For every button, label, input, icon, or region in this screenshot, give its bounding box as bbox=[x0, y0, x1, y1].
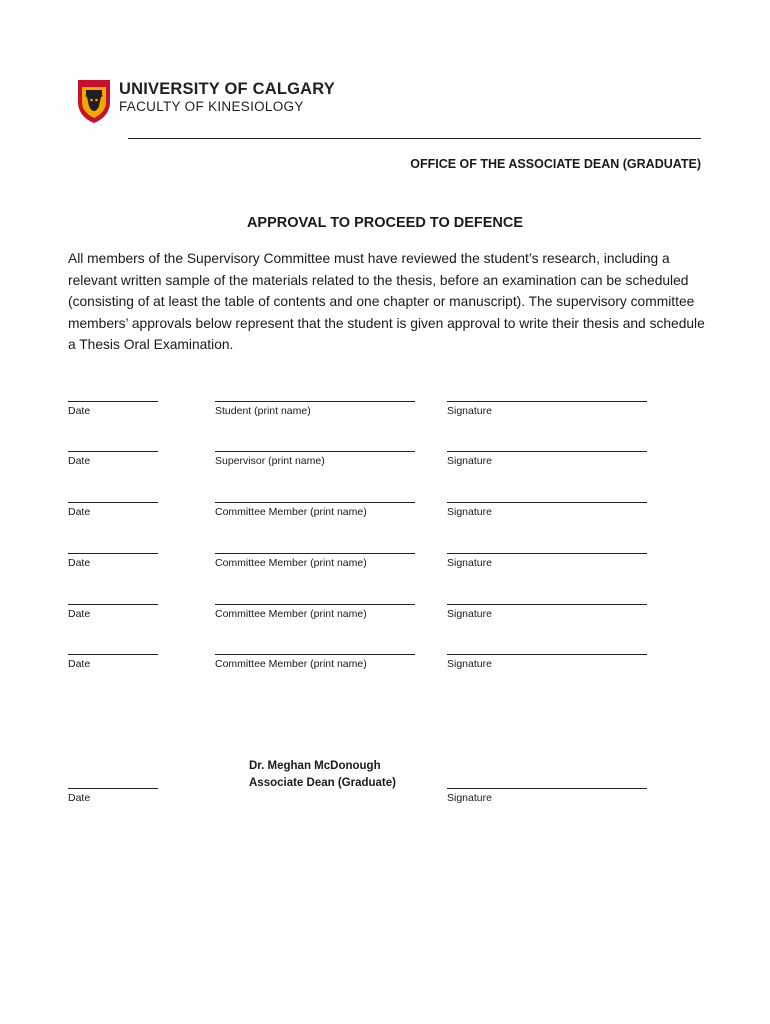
signature-row-committee-4 bbox=[0, 642, 770, 672]
print-name-line bbox=[215, 389, 415, 402]
date-line bbox=[68, 592, 158, 605]
signature-field[interactable] bbox=[447, 439, 647, 467]
date-field[interactable] bbox=[68, 541, 158, 569]
print-name-field[interactable] bbox=[215, 439, 415, 467]
signature-row-committee-2 bbox=[0, 541, 770, 571]
print-name-label: Supervisor (print name) bbox=[215, 455, 325, 467]
date-label: Date bbox=[68, 455, 91, 467]
intro-paragraph: All members of the Supervisory Committee must have reviewed the student’s research, including a relevant written sample of the materials related to the thesis, before an examination can be scheduled (consisting of at least the table of contents and one chapter or manuscript). The supervisory committee members’ approvals below represent that the student is given approval to write their thesis and schedule a Thesis Oral Examination. bbox=[68, 251, 705, 352]
date-field[interactable] bbox=[68, 642, 158, 670]
signature-field[interactable] bbox=[447, 776, 647, 804]
date-line bbox=[68, 490, 158, 503]
header-divider bbox=[128, 138, 701, 139]
print-name-field[interactable] bbox=[215, 389, 415, 417]
date-field[interactable] bbox=[68, 389, 158, 417]
print-name-line bbox=[215, 642, 415, 655]
signature-label: Signature bbox=[447, 455, 492, 467]
print-name-label: Committee Member (print name) bbox=[215, 557, 367, 569]
print-name-field[interactable] bbox=[215, 592, 415, 620]
signature-label: Signature bbox=[447, 506, 492, 518]
document-title: APPROVAL TO PROCEED TO DEFENCE bbox=[246, 215, 524, 231]
date-label: Date bbox=[68, 405, 91, 417]
signature-field[interactable] bbox=[447, 490, 647, 518]
office-heading: OFFICE OF THE ASSOCIATE DEAN (GRADUATE) bbox=[410, 157, 701, 171]
date-label: Date bbox=[68, 608, 91, 620]
signature-line bbox=[447, 389, 647, 402]
dean-role: Associate Dean (Graduate) bbox=[249, 777, 396, 789]
date-line bbox=[68, 642, 158, 655]
signature-label: Signature bbox=[447, 658, 492, 670]
print-name-line bbox=[215, 592, 415, 605]
signature-label: Signature bbox=[447, 405, 492, 417]
date-label: Date bbox=[68, 792, 91, 804]
signature-line bbox=[447, 592, 647, 605]
signature-label: Signature bbox=[447, 608, 492, 620]
signature-line bbox=[447, 642, 647, 655]
date-line bbox=[68, 541, 158, 554]
print-name-line bbox=[215, 490, 415, 503]
crest-icon bbox=[76, 78, 112, 124]
faculty-name: FACULTY OF KINESIOLOGY bbox=[119, 99, 304, 114]
signature-field[interactable] bbox=[447, 592, 647, 620]
signature-row-committee-3 bbox=[0, 592, 770, 622]
signature-line bbox=[447, 490, 647, 503]
signature-label: Signature bbox=[447, 557, 492, 569]
date-line bbox=[68, 776, 158, 789]
signature-row-dean bbox=[0, 776, 770, 806]
date-field[interactable] bbox=[68, 490, 158, 518]
date-line bbox=[68, 439, 158, 452]
print-name-label: Committee Member (print name) bbox=[215, 658, 367, 670]
signature-field[interactable] bbox=[447, 389, 647, 417]
university-logo bbox=[76, 78, 335, 126]
print-name-label: Student (print name) bbox=[215, 405, 311, 417]
date-label: Date bbox=[68, 506, 91, 518]
signature-line bbox=[447, 439, 647, 452]
date-field[interactable] bbox=[68, 776, 158, 804]
signature-row-supervisor bbox=[0, 439, 770, 469]
date-line bbox=[68, 389, 158, 402]
signature-row-committee-1 bbox=[0, 490, 770, 520]
signature-field[interactable] bbox=[447, 642, 647, 670]
signature-field[interactable] bbox=[447, 541, 647, 569]
university-name: UNIVERSITY OF CALGARY bbox=[119, 80, 335, 98]
signature-line bbox=[447, 541, 647, 554]
print-name-field[interactable] bbox=[215, 642, 415, 670]
date-field[interactable] bbox=[68, 592, 158, 620]
date-label: Date bbox=[68, 658, 91, 670]
dean-name: Dr. Meghan McDonough bbox=[249, 760, 381, 772]
print-name-label: Committee Member (print name) bbox=[215, 608, 367, 620]
print-name-field[interactable] bbox=[215, 541, 415, 569]
print-name-line bbox=[215, 541, 415, 554]
date-field[interactable] bbox=[68, 439, 158, 467]
signature-label: Signature bbox=[447, 792, 492, 804]
signature-line bbox=[447, 776, 647, 789]
print-name-label: Committee Member (print name) bbox=[215, 506, 367, 518]
signature-row-student bbox=[0, 389, 770, 419]
date-label: Date bbox=[68, 557, 91, 569]
print-name-line bbox=[215, 439, 415, 452]
print-name-field[interactable] bbox=[215, 490, 415, 518]
